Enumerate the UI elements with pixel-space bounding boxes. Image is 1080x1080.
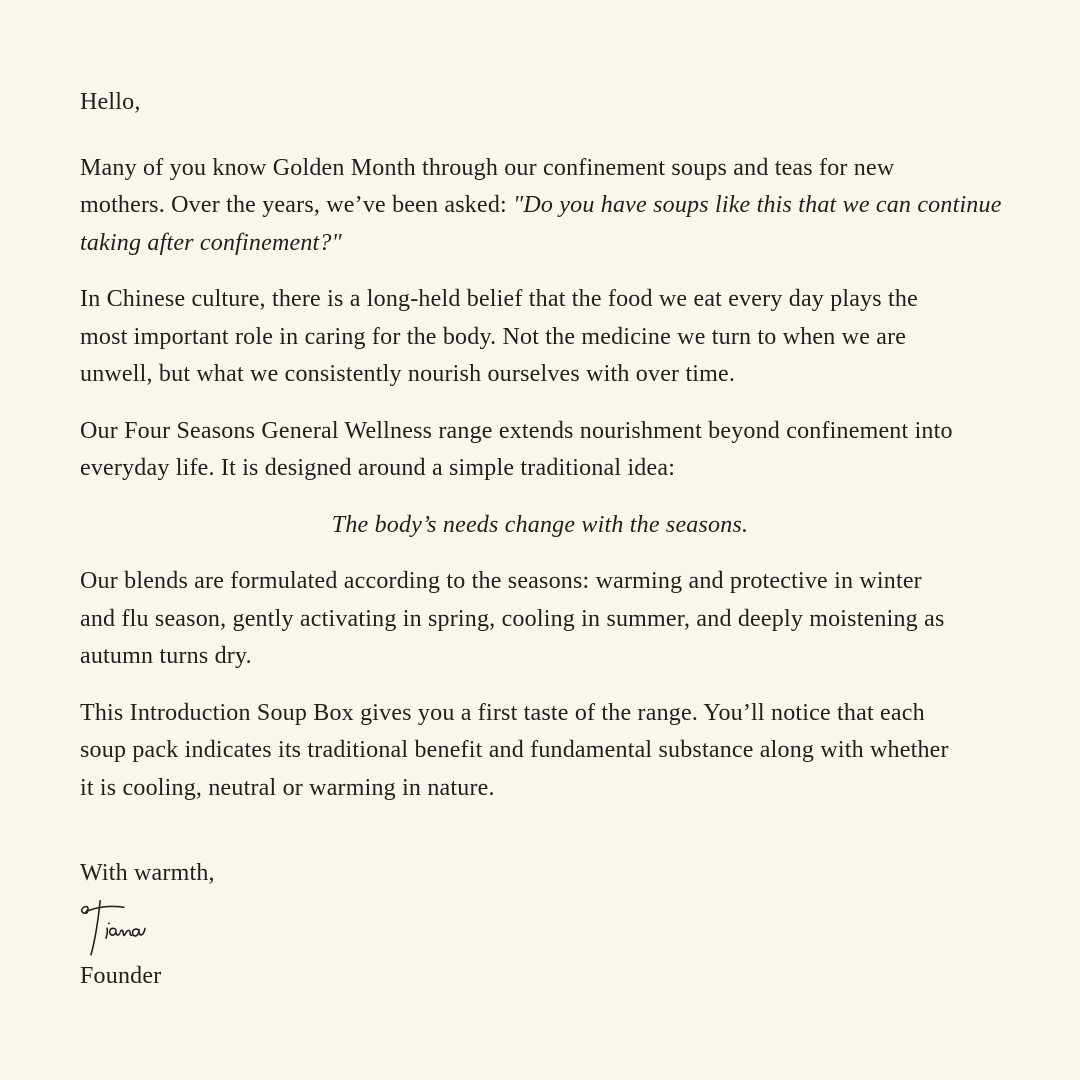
quote-line: The body’s needs change with the seasons. — [331, 511, 749, 538]
signature-name-text — [80, 956, 81, 957]
paragraph: In Chinese culture, there is a long-held belief that the food we eat every day plays the most important role in caring for the body. Not the medicine we turn to when we are unwell, but what we consistently nourish ourselves with over time. — [80, 286, 918, 387]
signature-fiona — [76, 896, 150, 956]
closing-line: With warmth, — [80, 860, 215, 886]
signature-title: Founder — [80, 962, 162, 989]
paragraph: Many of you know Golden Month through our confinement soups and teas for new mothers. Over the years, we’ve been asked: "Do you have soups like this that we can continue taking after confinement?" — [80, 154, 1002, 256]
paragraph: This Introduction Soup Box gives you a first taste of the range. You’ll notice that each soup pack indicates its traditional benefit and fundamental substance along with whether it is cooling, neutral or warming in nature. — [80, 699, 949, 801]
paragraph: Our blends are formulated according to the seasons: warming and protective in winter and flu season, gently activating in spring, cooling in summer, and deeply moistening as autumn turns dry. — [80, 568, 945, 669]
paragraph: Our Four Seasons General Wellness range extends nourishment beyond confinement into everyday life. It is designed around a simple traditional idea: — [80, 417, 953, 481]
greeting: Hello, — [80, 89, 141, 115]
letter-paragraphs — [80, 150, 1000, 808]
closing-block — [80, 855, 1000, 995]
